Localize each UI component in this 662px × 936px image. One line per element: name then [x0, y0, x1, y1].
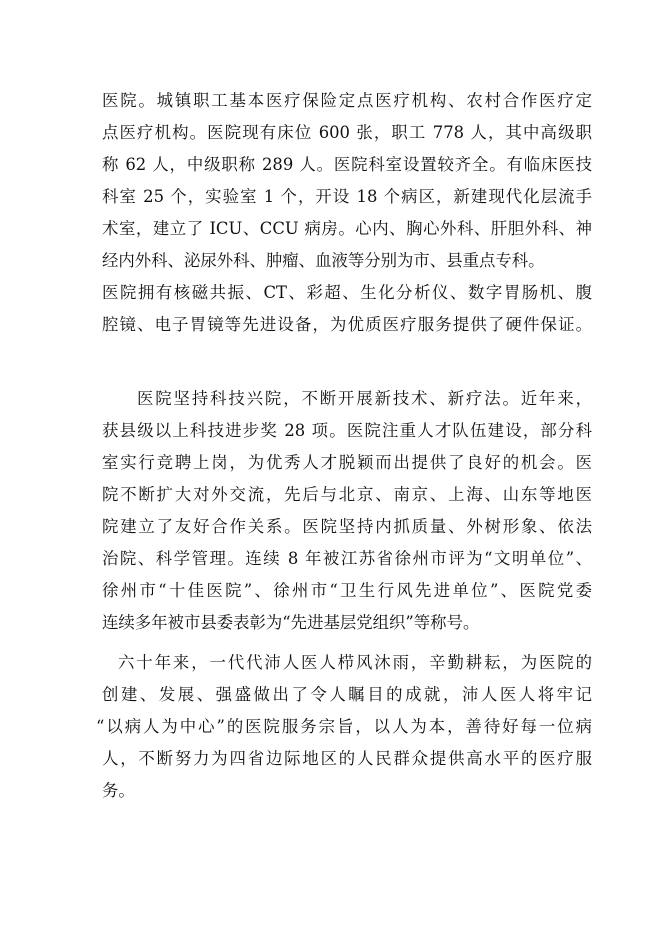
paragraph-line: 人，不断努力为四省边际地区的人民群众提供高水平的医疗服	[102, 749, 592, 768]
paragraph-line: 腔镜、电子胃镜等先进设备，为优质医疗服务提供了硬件保证。	[102, 315, 592, 334]
paragraph-line: 经内外科、泌尿外科、肿瘤、血液等分别为市、县重点专科。	[102, 251, 545, 270]
paragraph-line: 医院坚持科技兴院，不断开展新技术、新疗法。近年来，	[137, 389, 592, 408]
paragraph-line: 室实行竞聘上岗，为优秀人才脱颖而出提供了良好的机会。医	[102, 453, 592, 472]
paragraph-line: 院建立了友好合作关系。医院坚持内抓质量、外树形象、依法	[102, 517, 592, 536]
paragraph-line: 务。	[102, 781, 135, 800]
paragraph-line: 创建、发展、强盛做出了令人瞩目的成就，沛人医人将牢记	[102, 685, 592, 704]
paragraph-line: 治院、科学管理。连续 8 年被江苏省徐州市评为“文明单位”、	[102, 549, 592, 568]
paragraph-line: 术室，建立了 ICU、CCU 病房。心内、胸心外科、肝胆外科、神	[102, 219, 592, 238]
paragraph-line: 连续多年被市县委表彰为“先进基层党组织”等称号。	[102, 613, 480, 632]
paragraph-line: 称 62 人，中级职称 289 人。医院科室设置较齐全。有临床医技	[102, 155, 592, 174]
paragraph-line: 科室 25 个，实验室 1 个，开设 18 个病区，新建现代化层流手	[102, 187, 592, 206]
paragraph-line: 六十年来，一代代沛人医人栉风沐雨，辛勤耕耘，为医院的	[118, 653, 592, 672]
paragraph-line: 徐州市“十佳医院”、徐州市“卫生行风先进单位”、医院党委	[102, 581, 592, 600]
paragraph-line: 点医疗机构。医院现有床位 600 张，职工 778 人，其中高级职	[102, 123, 592, 142]
paragraph-line: 院不断扩大对外交流，先后与北京、南京、上海、山东等地医	[102, 485, 592, 504]
paragraph-line: 医院拥有核磁共振、CT、彩超、生化分析仪、数字胃肠机、腹	[102, 283, 592, 302]
paragraph-line: 获县级以上科技进步奖 28 项。医院注重人才队伍建设，部分科	[102, 421, 592, 440]
paragraph-line: “以病人为中心”的医院服务宗旨，以人为本，善待好每一位病	[96, 717, 592, 736]
paragraph-line: 医院。城镇职工基本医疗保险定点医疗机构、农村合作医疗定	[102, 91, 592, 110]
